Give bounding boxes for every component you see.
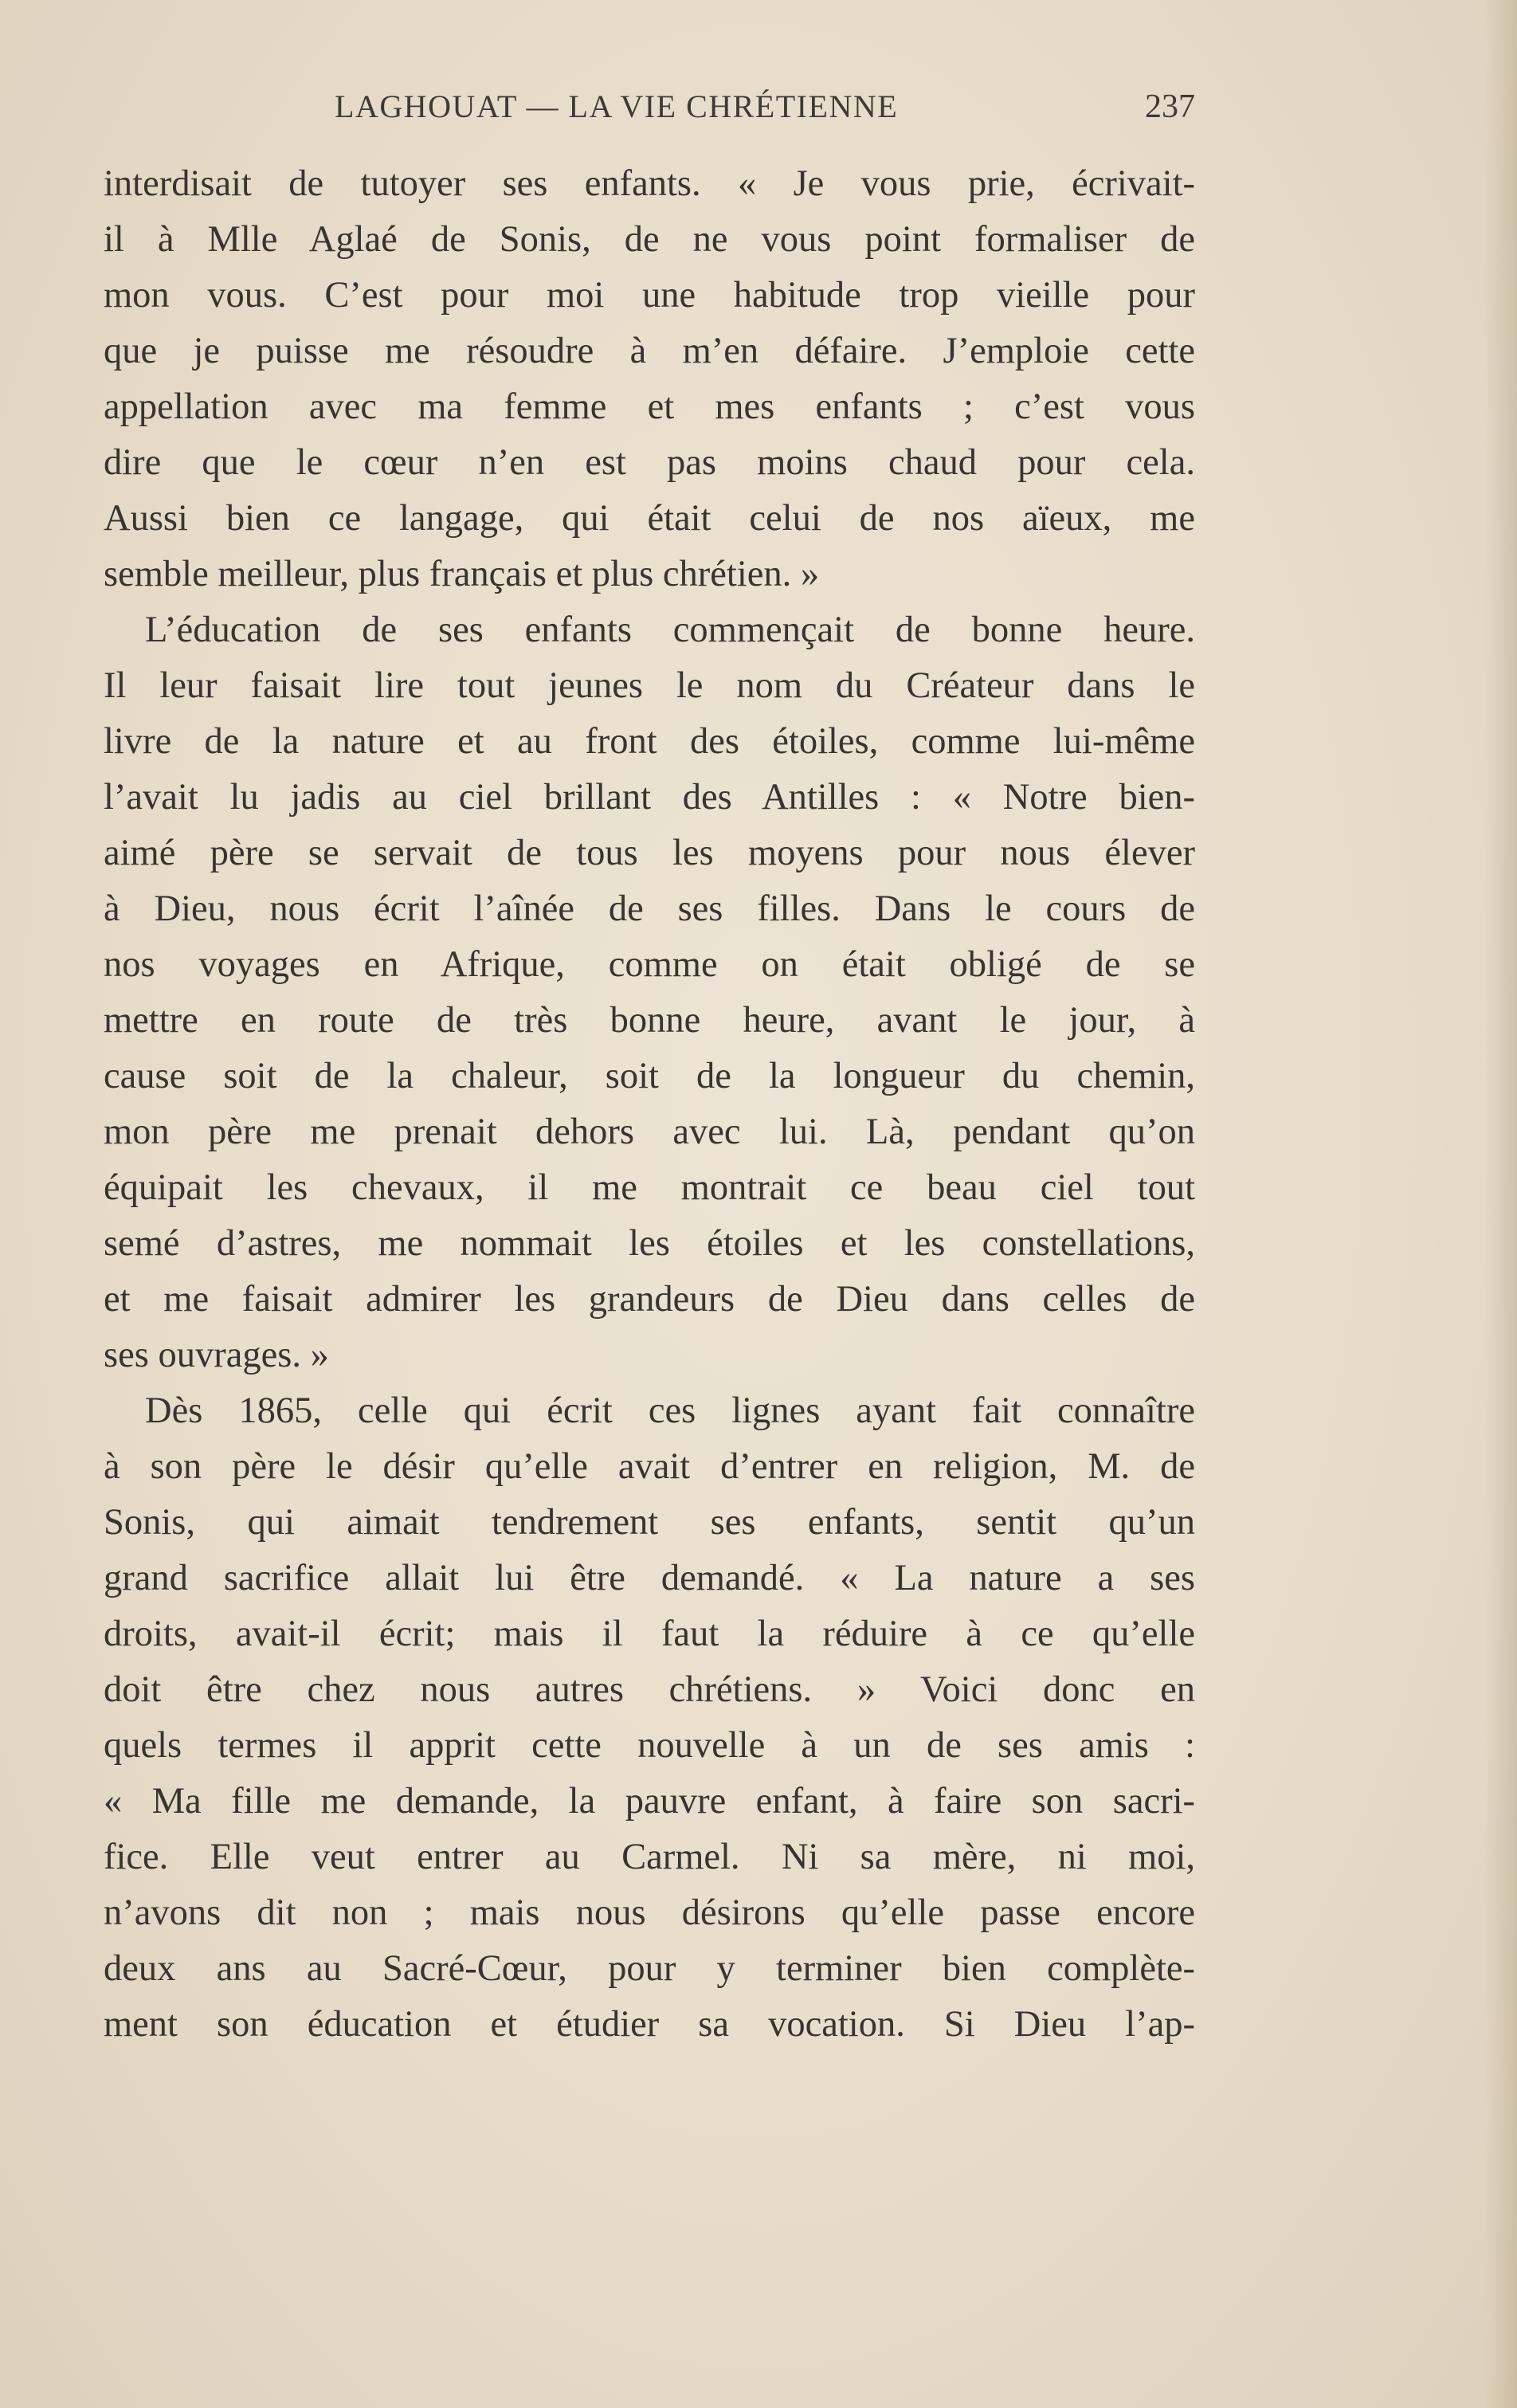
text-line: grand sacrifice allait lui être demandé. « La nature a ses: [104, 1558, 1195, 1598]
text-line: doit être chez nous autres chrétiens. » Voici donc en: [104, 1669, 1195, 1710]
text-line: livre de la nature et au front des étoiles, comme lui-même: [104, 721, 1195, 762]
text-line: n’avons dit non ; mais nous désirons qu’elle passe encore: [104, 1892, 1195, 1933]
text-line: mon vous. C’est pour moi une habitude trop vieille pour: [104, 275, 1195, 316]
text-line: ses ouvrages. »: [104, 1335, 329, 1375]
page-edge-shadow: [1485, 0, 1517, 2408]
text-line: Il leur faisait lire tout jeunes le nom du Créateur dans le: [104, 665, 1195, 706]
text-line: mon père me prenait dehors avec lui. Là, pendant qu’on: [104, 1112, 1195, 1152]
text-line: ment son éducation et étudier sa vocation. Si Dieu l’ap-: [104, 2004, 1195, 2045]
page-number: 237: [1145, 88, 1195, 125]
text-line: mettre en route de très bonne heure, avant le jour, à: [104, 1000, 1195, 1041]
text-line: deux ans au Sacré-Cœur, pour y terminer bien complète-: [104, 1948, 1195, 1989]
text-line: aimé père se servait de tous les moyens pour nous élever: [104, 833, 1195, 873]
text-line: Sonis, qui aimait tendrement ses enfants, sentit qu’un: [104, 1502, 1195, 1543]
running-head: [104, 80, 1195, 143]
text-line: fice. Elle veut entrer au Carmel. Ni sa mère, ni moi,: [104, 1837, 1195, 1877]
text-line: semé d’astres, me nommait les étoiles et les constellations,: [104, 1223, 1195, 1264]
text-line: équipait les chevaux, il me montrait ce beau ciel tout: [104, 1167, 1195, 1208]
body-text: [104, 156, 1195, 2053]
text-line: interdisait de tutoyer ses enfants. « Je vous prie, écrivait-: [104, 163, 1195, 204]
text-line: à son père le désir qu’elle avait d’entrer en religion, M. de: [104, 1446, 1195, 1487]
text-line: appellation avec ma femme et mes enfants ; c’est vous: [104, 386, 1195, 427]
text-line: cause soit de la chaleur, soit de la longueur du chemin,: [104, 1056, 1195, 1096]
text-line: il à Mlle Aglaé de Sonis, de ne vous point formaliser de: [104, 219, 1195, 260]
text-line: l’avait lu jadis au ciel brillant des Antilles : « Notre bien-: [104, 777, 1195, 818]
text-line: que je puisse me résoudre à m’en défaire. J’emploie cette: [104, 331, 1195, 371]
text-line: semble meilleur, plus français et plus chrétien. »: [104, 554, 820, 594]
text-line: « Ma fille me demande, la pauvre enfant, à faire son sacri-: [104, 1781, 1195, 1822]
text-line: Aussi bien ce langage, qui était celui de nos aïeux, me: [104, 498, 1195, 539]
text-line: et me faisait admirer les grandeurs de Dieu dans celles de: [104, 1279, 1195, 1320]
text-line: L’éducation de ses enfants commençait de bonne heure.: [145, 610, 1195, 650]
text-line: Dès 1865, celle qui écrit ces lignes ayant fait connaître: [145, 1390, 1195, 1431]
running-title: LAGHOUAT — LA VIE CHRÉTIENNE: [335, 88, 899, 124]
text-line: à Dieu, nous écrit l’aînée de ses filles. Dans le cours de: [104, 888, 1195, 929]
text-line: quels termes il apprit cette nouvelle à un de ses amis :: [104, 1725, 1195, 1766]
text-line: droits, avait-il écrit; mais il faut la réduire à ce qu’elle: [104, 1614, 1195, 1654]
text-line: nos voyages en Afrique, comme on était obligé de se: [104, 944, 1195, 985]
text-line: dire que le cœur n’en est pas moins chaud pour cela.: [104, 442, 1195, 483]
